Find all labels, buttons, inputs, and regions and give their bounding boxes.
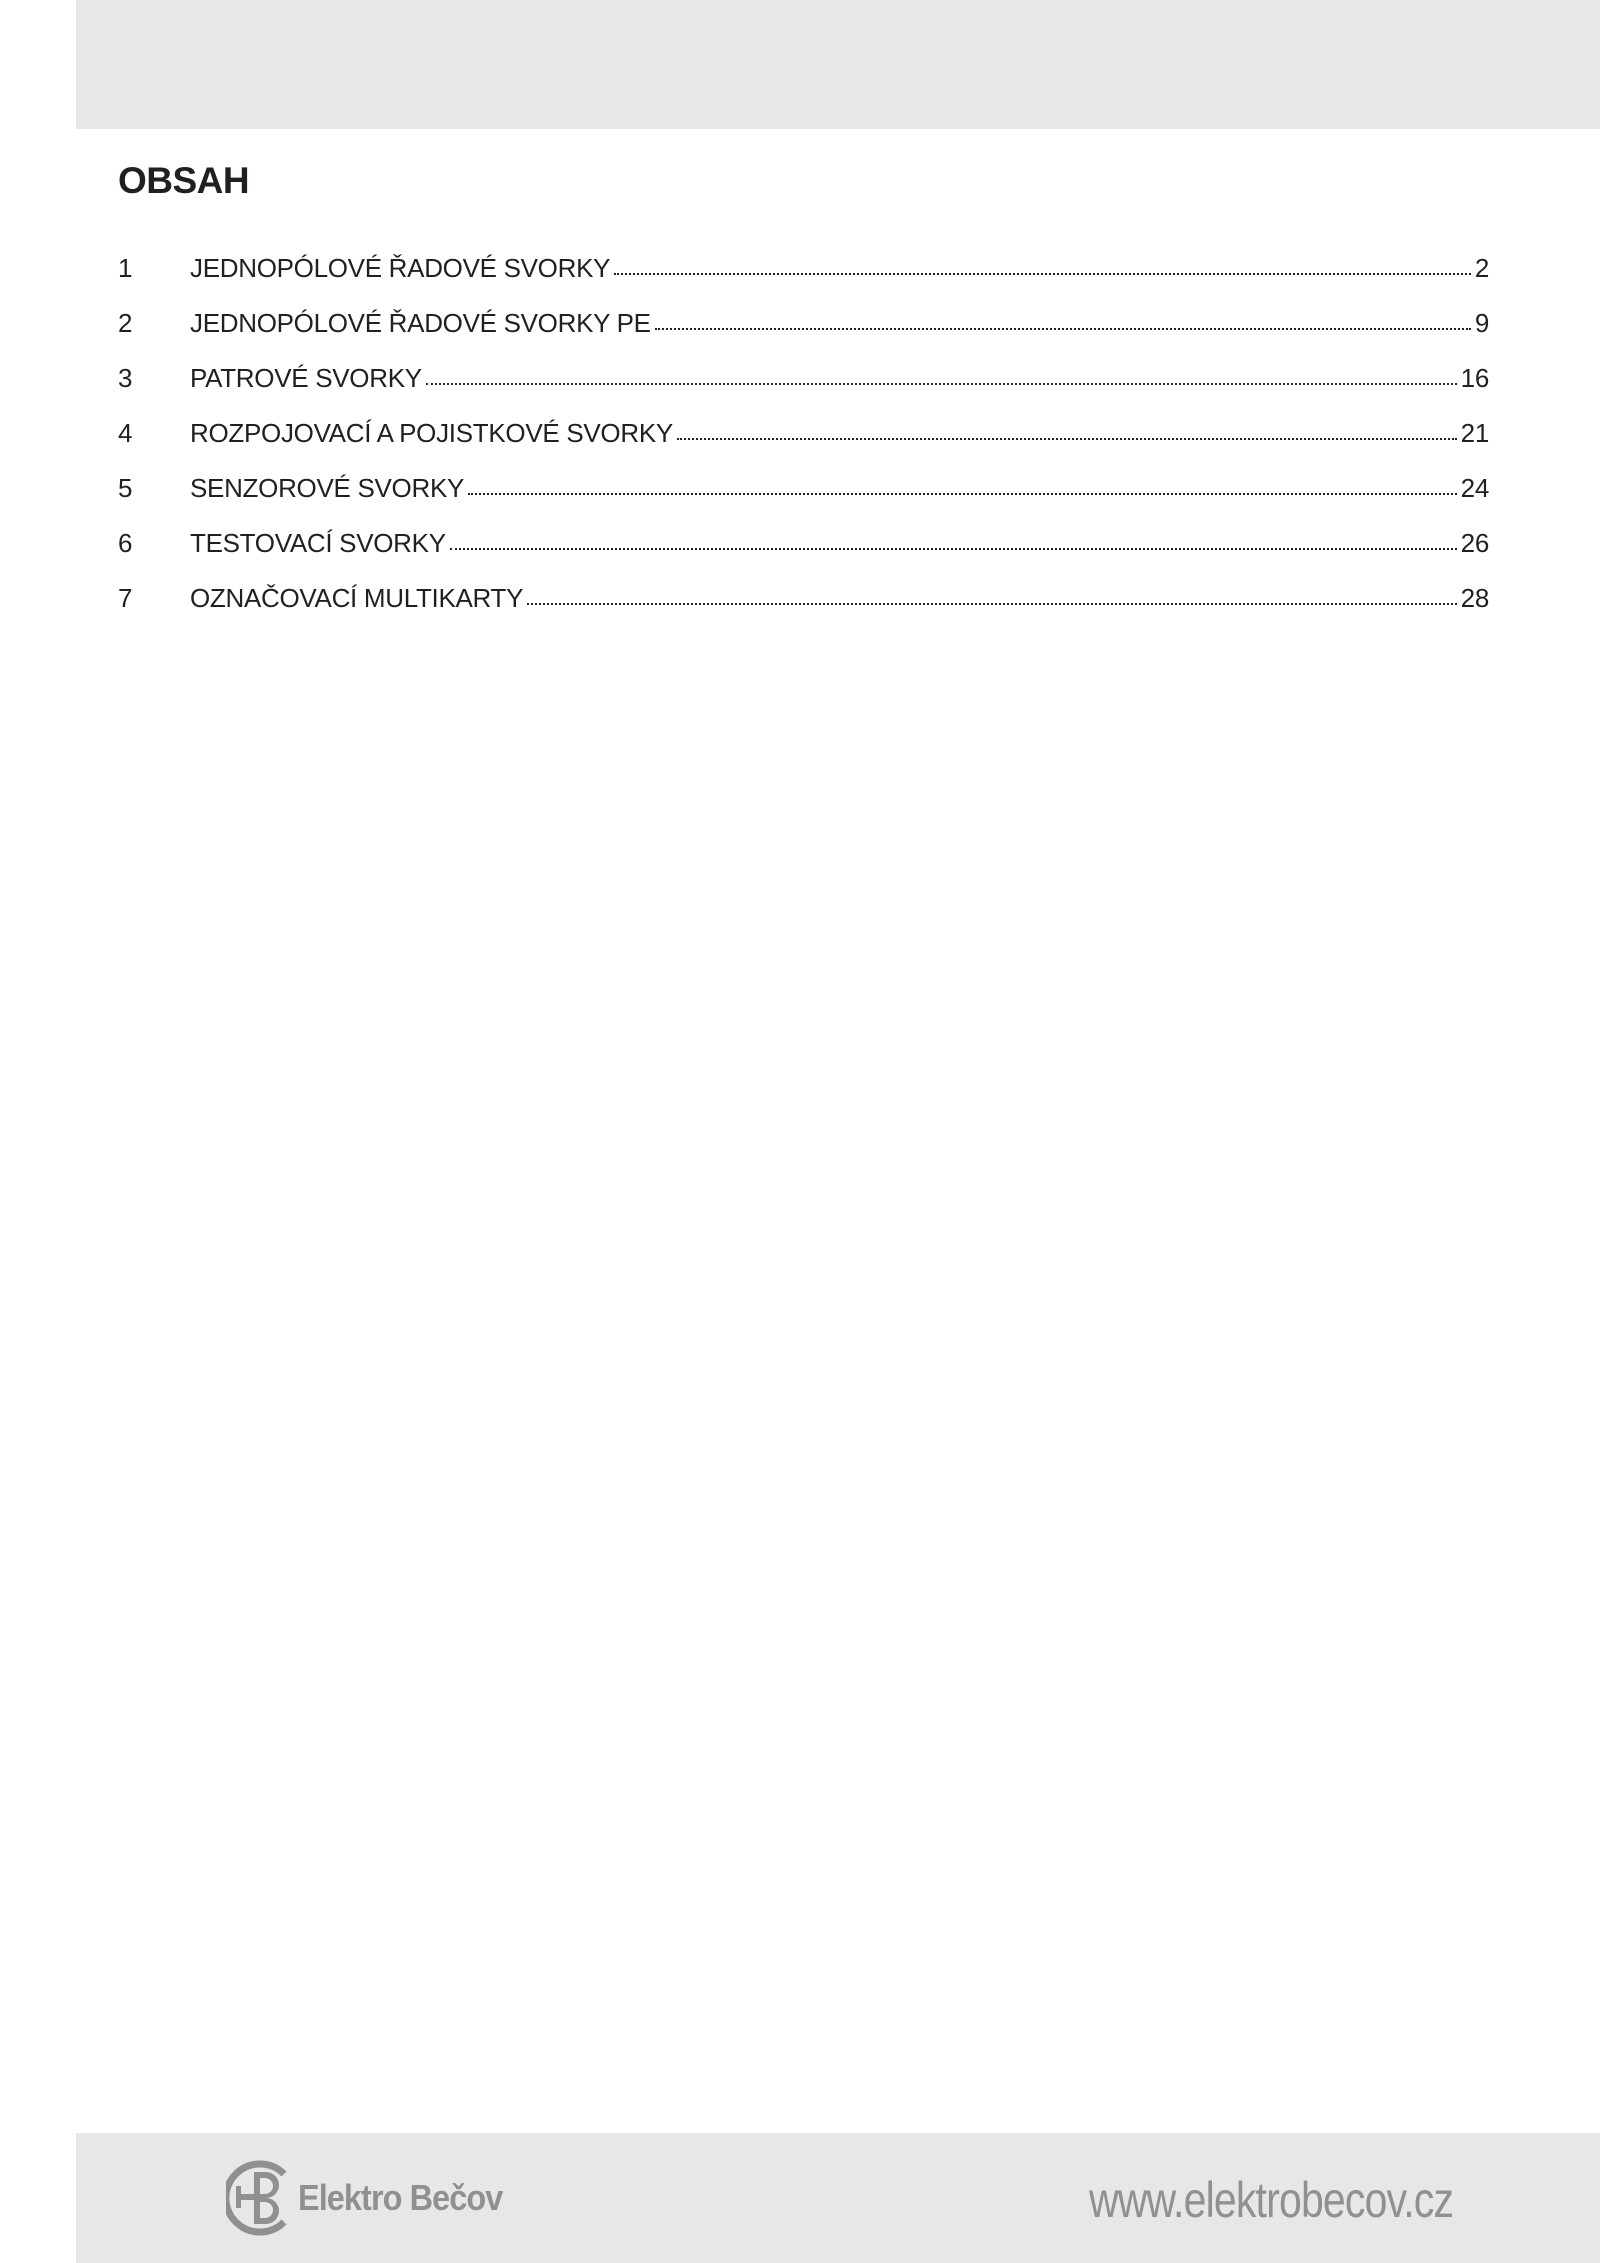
dot-leader (450, 548, 1457, 550)
toc-entry[interactable] (118, 253, 1489, 308)
toc-entry[interactable] (118, 528, 1489, 583)
toc-number: 6 (118, 528, 133, 558)
toc-label: JEDNOPÓLOVÉ ŘADOVÉ SVORKY PE (190, 308, 651, 338)
dot-leader (426, 383, 1457, 385)
toc-page: 16 (1460, 363, 1489, 393)
toc-entry[interactable] (118, 308, 1489, 363)
toc-page: 21 (1460, 418, 1489, 448)
logo-text: Elektro Bečov (298, 2177, 503, 2218)
header-band (76, 0, 1600, 129)
toc-entry[interactable] (118, 473, 1489, 528)
footer-band (76, 2133, 1600, 2263)
toc-label: OZNAČOVACÍ MULTIKARTY (190, 583, 524, 613)
toc-label: JEDNOPÓLOVÉ ŘADOVÉ SVORKY (190, 253, 611, 283)
toc-number: 1 (118, 253, 133, 283)
table-of-contents (118, 253, 1489, 638)
toc-entry[interactable] (118, 363, 1489, 418)
toc-label: PATROVÉ SVORKY (190, 363, 422, 393)
toc-number: 7 (118, 583, 133, 613)
toc-number: 5 (118, 473, 133, 503)
dot-leader (527, 603, 1456, 605)
toc-label: TESTOVACÍ SVORKY (190, 528, 446, 558)
toc-number: 2 (118, 308, 133, 338)
dot-leader (655, 328, 1471, 330)
dot-leader (677, 438, 1457, 440)
dot-leader (614, 273, 1471, 275)
toc-entry[interactable] (118, 418, 1489, 473)
dot-leader (468, 493, 1457, 495)
toc-entry[interactable] (118, 583, 1489, 638)
toc-page: 26 (1460, 528, 1489, 558)
toc-number: 4 (118, 418, 133, 448)
toc-label: ROZPOJOVACÍ A POJISTKOVÉ SVORKY (190, 418, 673, 448)
toc-page: 2 (1474, 253, 1489, 283)
toc-number: 3 (118, 363, 133, 393)
toc-label: SENZOROVÉ SVORKY (190, 473, 465, 503)
toc-page: 24 (1460, 473, 1489, 503)
page-title: OBSAH (118, 160, 250, 201)
company-logo (226, 2160, 525, 2236)
toc-page: 9 (1474, 308, 1489, 338)
elektro-becov-logo-icon (226, 2160, 302, 2236)
website-link[interactable]: www.elektrobecov.cz (1088, 2172, 1453, 2228)
toc-page: 28 (1460, 583, 1489, 613)
